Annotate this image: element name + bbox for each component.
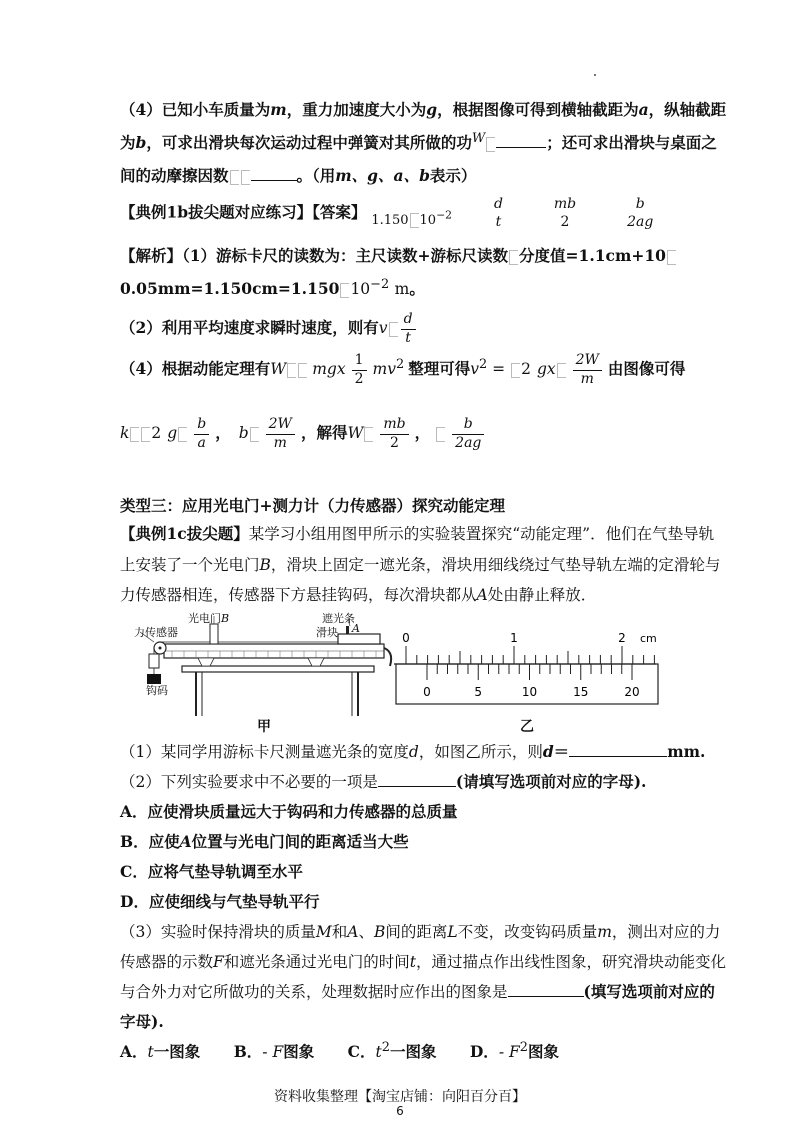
vernier-label: 0 bbox=[423, 685, 431, 699]
var-d: d bbox=[542, 742, 554, 761]
frac-2W-m bbox=[266, 416, 295, 452]
example-label: 【典例1c拔尖题】 bbox=[120, 524, 249, 543]
page-number: 6 bbox=[396, 1104, 404, 1118]
render-glitch bbox=[436, 427, 445, 442]
text: 力传感器相连，传感器下方悬挂钩码，每次滑块都从 bbox=[120, 586, 477, 604]
option-a: A．应使滑块质量远大于钩码和力传感器的总质量 bbox=[120, 802, 458, 821]
frac-b-a bbox=[194, 416, 209, 452]
text: ，如图乙所示，则 bbox=[418, 743, 543, 761]
text: （4）已知小车质量为 bbox=[120, 100, 271, 119]
var-F: - F bbox=[262, 1043, 284, 1062]
text: ，纵轴截距 bbox=[648, 100, 727, 119]
var-b: b bbox=[135, 133, 147, 153]
var-g: g bbox=[426, 100, 438, 119]
analysis-line-4: （4）根据动能定理有W mgx $\frac{1}{2}$ $mv^2$ 整理可得$v^2 = 2$ gx $\frac{2W}{m}$ 由图像可得 bbox=[120, 352, 686, 387]
var-F: F bbox=[213, 953, 224, 971]
text: 上安装了一个光电门 bbox=[120, 556, 260, 574]
text: 1.150 bbox=[371, 212, 409, 228]
frac-mb-2 bbox=[380, 416, 408, 452]
frac-d-t bbox=[401, 311, 416, 347]
vernier-scale bbox=[396, 664, 658, 704]
var-B: B bbox=[221, 612, 230, 625]
text: 与合外力对它所做功的关系，处理数据时应作出的图象是 bbox=[120, 983, 508, 1001]
answer-blank-d[interactable] bbox=[569, 742, 667, 757]
var-B: B bbox=[259, 556, 271, 574]
render-glitch bbox=[230, 170, 239, 185]
vernier-label: 20 bbox=[624, 685, 640, 699]
text: （1）游标卡尺的读数为：主尺读数+游标尺读数 bbox=[182, 246, 509, 265]
answer-frac-2 bbox=[551, 196, 579, 231]
text: 、 bbox=[358, 923, 374, 941]
denominator: a bbox=[197, 434, 206, 451]
var-list: m、g、a、b bbox=[335, 166, 430, 185]
var-v: v bbox=[470, 360, 479, 378]
text: 。 bbox=[409, 279, 425, 299]
text: 由图像可得 bbox=[607, 359, 686, 378]
main-scale-label: 1 bbox=[510, 631, 518, 645]
text: ，解得 bbox=[300, 423, 348, 442]
analysis-line-3 bbox=[120, 311, 422, 347]
denominator: m bbox=[580, 370, 594, 387]
analysis-line-1 bbox=[120, 244, 677, 266]
answer-line bbox=[120, 196, 662, 231]
text: B．应使 bbox=[120, 832, 180, 851]
var-b: b bbox=[238, 424, 249, 442]
text: A． bbox=[120, 1042, 148, 1062]
render-glitch bbox=[364, 427, 373, 442]
text: （1）某同学用游标卡尺测量遮光条的宽度 bbox=[120, 743, 409, 761]
denominator: t bbox=[495, 213, 502, 230]
exponent: 2 bbox=[381, 1040, 390, 1055]
text: （3）实验时保持滑块的质量 bbox=[120, 923, 316, 941]
example-line-3 bbox=[120, 583, 596, 605]
photogate-B bbox=[210, 624, 218, 644]
text: 间的距离 bbox=[385, 923, 448, 941]
text: ，可求出滑块每次运动过程中弹簧对其所做的功 bbox=[146, 133, 472, 153]
label-light-strip: 遮光条 bbox=[322, 612, 355, 625]
track-support bbox=[198, 658, 214, 666]
render-glitch bbox=[509, 250, 518, 265]
option-c: C．应将气垫导轨调至水平 bbox=[120, 862, 303, 881]
text: 某学习小组用图甲所示的实验装置探究“动能定理”．他们在气垫导轨 bbox=[248, 525, 715, 543]
text: 。（用 bbox=[296, 166, 336, 185]
text: 图象 bbox=[283, 1042, 315, 1062]
text: 图象 bbox=[527, 1042, 559, 1062]
render-glitch bbox=[667, 250, 676, 265]
text: ，测出对应的力 bbox=[611, 923, 721, 941]
var-A: A bbox=[179, 832, 192, 851]
text: ，根据图像可得到横轴截距为 bbox=[437, 100, 639, 119]
exponent: −2 bbox=[370, 277, 390, 292]
render-glitch bbox=[141, 427, 150, 442]
frac-b-2ag bbox=[452, 416, 484, 452]
question-3-line-1 bbox=[120, 920, 720, 942]
exponent: 2 bbox=[519, 1040, 528, 1055]
var-t: t bbox=[375, 1043, 382, 1062]
answer-value: 1.150 10−2 bbox=[371, 208, 453, 228]
slider bbox=[338, 634, 380, 644]
expr-mgx: mgx bbox=[312, 360, 346, 378]
denominator: 2 bbox=[390, 434, 399, 451]
var-L: L bbox=[447, 923, 458, 941]
denominator: 2 bbox=[560, 213, 570, 230]
vernier-label: 10 bbox=[521, 685, 538, 699]
text: (填写选项前对应的 bbox=[583, 982, 715, 1001]
var-d: d bbox=[408, 743, 419, 761]
example-line-2 bbox=[120, 553, 720, 575]
denominator: 2ag bbox=[455, 434, 482, 451]
q4-line-2 bbox=[120, 131, 717, 153]
numerator: 2W bbox=[266, 416, 295, 435]
var-W: W bbox=[471, 131, 486, 146]
var-W: W bbox=[347, 424, 364, 442]
render-glitch bbox=[511, 363, 520, 378]
render-glitch bbox=[250, 427, 259, 442]
render-glitch bbox=[298, 363, 307, 378]
text: 不变，改变钩码质量 bbox=[457, 923, 598, 941]
text: 传感器的示数 bbox=[120, 953, 214, 971]
table-top bbox=[182, 666, 374, 672]
text: ，滑块上固定一遮光条，滑块用细线绕过气垫导轨左端的定滑轮与 bbox=[270, 556, 721, 574]
label-A: A bbox=[352, 622, 360, 635]
caption-jia: 甲 bbox=[257, 719, 271, 735]
text: 和 bbox=[331, 923, 348, 941]
vernier-label: 15 bbox=[573, 685, 589, 699]
question-2 bbox=[120, 770, 646, 792]
air-hose bbox=[384, 648, 391, 666]
q4-line-1 bbox=[120, 98, 726, 120]
question-3-options bbox=[120, 1040, 559, 1062]
text: 间的动摩擦因数 bbox=[120, 166, 229, 185]
text: 分度值=1.1cm+10 bbox=[519, 246, 666, 265]
question-3-line-3 bbox=[120, 980, 715, 1002]
label-slider: 滑块 bbox=[316, 626, 338, 639]
q4-line-3 bbox=[120, 164, 476, 186]
numerator: 2W bbox=[573, 352, 602, 371]
render-glitch bbox=[389, 322, 398, 337]
analysis-label: 【解析】 bbox=[120, 246, 183, 265]
label-force-sensor: 力传感器 bbox=[134, 626, 178, 639]
var-v: v bbox=[378, 319, 388, 337]
render-glitch bbox=[287, 363, 296, 378]
question-1 bbox=[120, 740, 705, 762]
main-scale-label: 2 bbox=[618, 631, 626, 645]
text: 处由静止释放． bbox=[487, 586, 597, 604]
var-W: W bbox=[270, 360, 287, 378]
text: 0.05mm=1.150cm=1.150 bbox=[120, 279, 340, 299]
text: 2 bbox=[151, 424, 162, 442]
expr-gx: gx bbox=[536, 360, 556, 378]
pulley-axle bbox=[159, 647, 162, 650]
render-glitch bbox=[486, 137, 495, 152]
var-k: k bbox=[120, 424, 130, 442]
var-A: A bbox=[347, 923, 359, 941]
var-m: m bbox=[597, 923, 612, 941]
exponent: −2 bbox=[436, 208, 453, 222]
denominator: t bbox=[405, 329, 411, 346]
option-d: D．应使细线与气垫导轨平行 bbox=[120, 892, 320, 911]
answer-blank-W[interactable] bbox=[496, 133, 546, 148]
numerator: d bbox=[493, 196, 503, 212]
text: ；还可求出滑块与桌面之 bbox=[546, 133, 717, 153]
track-support bbox=[308, 658, 324, 666]
answer-blank-q2[interactable] bbox=[378, 772, 456, 787]
var-M: M bbox=[315, 923, 332, 941]
answer-frac-3 bbox=[624, 196, 656, 231]
main-scale-unit: cm bbox=[640, 632, 657, 645]
main-scale-label: 0 bbox=[402, 631, 410, 645]
render-glitch bbox=[130, 427, 139, 442]
numerator: mb bbox=[380, 416, 408, 435]
text: 为 bbox=[120, 133, 136, 153]
text: ＝ bbox=[553, 742, 570, 761]
main-scale bbox=[394, 631, 664, 664]
numerator: b bbox=[635, 196, 645, 212]
unit: m bbox=[394, 280, 410, 299]
numerator: mb bbox=[553, 196, 577, 212]
denominator: 2 bbox=[354, 370, 364, 387]
unit: mm. bbox=[667, 742, 706, 761]
text: 整理可得 bbox=[408, 359, 471, 378]
text: ， bbox=[215, 423, 231, 442]
answer-blank-q3[interactable] bbox=[508, 982, 584, 997]
text: 表示） bbox=[429, 166, 477, 185]
force-sensor bbox=[149, 654, 159, 668]
example-line-1 bbox=[120, 522, 714, 544]
render-glitch bbox=[340, 283, 349, 298]
text: （4）根据动能定理有 bbox=[120, 359, 271, 378]
type3-heading: 类型三：应用光电门+测力计（力传感器）探究动能定理 bbox=[120, 496, 505, 515]
var-g: g bbox=[167, 424, 178, 442]
frac-half bbox=[352, 352, 367, 388]
expr-mv: mv bbox=[372, 360, 396, 378]
label-hook-weight: 钩码 bbox=[146, 684, 168, 697]
var-t: t bbox=[409, 953, 417, 971]
denominator: 2ag bbox=[627, 213, 654, 230]
text: ，通过描点作出线性图象，研究滑块动能变化 bbox=[416, 953, 727, 971]
text: ，重力加速度大小为 bbox=[286, 100, 427, 119]
render-glitch bbox=[410, 213, 419, 228]
option-b bbox=[120, 830, 409, 852]
render-glitch bbox=[178, 427, 187, 442]
numerator: d bbox=[401, 311, 416, 330]
label-photogate bbox=[188, 610, 229, 626]
analysis-line-2: 0.05mm=1.150cm=1.150 $10^{-2}$ m。 bbox=[120, 277, 425, 299]
answer-blank-mu[interactable] bbox=[251, 166, 297, 181]
text: 位置与光电门间的距离适当大些 bbox=[191, 832, 409, 851]
question-3-line-4: 字母). bbox=[120, 1012, 164, 1031]
footer-text: 资料收集整理【淘宝店铺：向阳百分百】 bbox=[274, 1089, 526, 1105]
numerator: 1 bbox=[352, 352, 367, 371]
var-B: B bbox=[373, 923, 386, 941]
var-a: a bbox=[638, 100, 649, 119]
text: 一图象 bbox=[389, 1042, 437, 1062]
text: C． bbox=[347, 1042, 376, 1062]
text: 一图象 bbox=[153, 1042, 201, 1062]
light-strip bbox=[346, 626, 349, 634]
answer-frac-1 bbox=[491, 196, 506, 231]
question-3-line-2 bbox=[120, 950, 726, 972]
render-glitch bbox=[241, 170, 250, 185]
denominator: m bbox=[273, 434, 287, 451]
text: 和遮光条通过光电门的时间 bbox=[223, 953, 410, 971]
caption-yi: 乙 bbox=[520, 719, 534, 735]
frac-2W-m bbox=[573, 352, 602, 388]
answer-label: 【典例1b拔尖题对应练习】【答案】 bbox=[120, 202, 367, 222]
var-t: t bbox=[147, 1043, 154, 1062]
numerator: b bbox=[452, 416, 484, 435]
text: ， bbox=[414, 423, 431, 442]
var-F: - F bbox=[498, 1043, 520, 1062]
numerator: b bbox=[194, 416, 209, 435]
text: 光电门 bbox=[188, 612, 221, 625]
text: D． bbox=[469, 1042, 499, 1062]
figure-vernier-caliper bbox=[394, 630, 664, 710]
text: B． bbox=[233, 1042, 263, 1062]
var-m: m bbox=[270, 100, 287, 119]
text: （2）下列实验要求中不必要的一项是 bbox=[120, 773, 378, 791]
text: 2 bbox=[521, 360, 531, 378]
text: （2）利用平均速度求瞬时速度，则有 bbox=[120, 318, 379, 337]
render-glitch bbox=[557, 363, 566, 378]
var-A: A bbox=[476, 586, 488, 604]
vernier-label: 5 bbox=[474, 685, 483, 699]
scan-dot bbox=[594, 74, 596, 76]
text: (请填写选项前对应的字母). bbox=[455, 772, 647, 791]
analysis-line-5 bbox=[120, 416, 490, 452]
